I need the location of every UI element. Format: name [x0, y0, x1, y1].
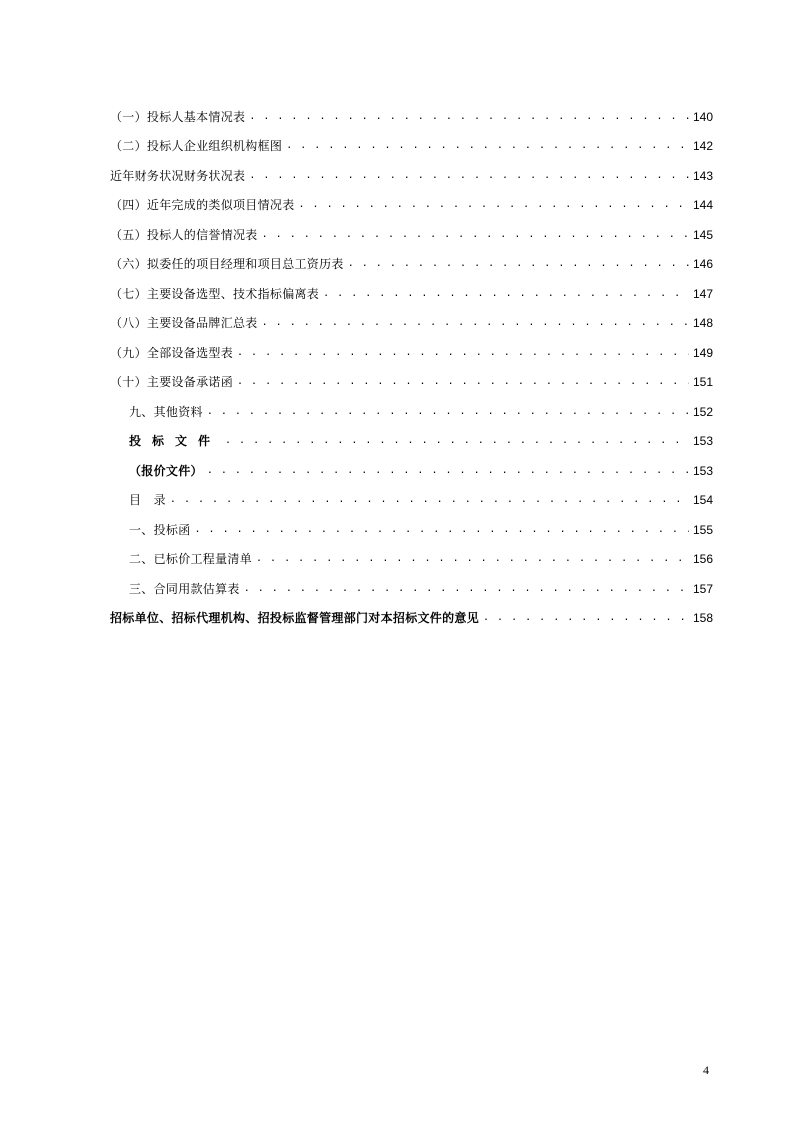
dot-leader — [249, 110, 689, 124]
dot-leader — [262, 228, 689, 242]
toc-entry[interactable] — [110, 105, 713, 125]
dot-leader — [244, 582, 689, 596]
toc-entry[interactable] — [129, 547, 713, 567]
toc-entry-title: （九）全部设备选型表 — [110, 346, 234, 360]
toc-entry-page: 143 — [692, 169, 713, 183]
toc-entry[interactable] — [129, 488, 713, 508]
toc-entry-page: 157 — [692, 582, 713, 596]
toc-entry-page: 140 — [692, 110, 713, 124]
dot-leader — [207, 464, 689, 478]
toc-entry-title: （二）投标人企业组织机构框图 — [110, 139, 283, 153]
toc-entry-title: （四）近年完成的类似项目情况表 — [110, 198, 295, 212]
dot-leader — [286, 139, 689, 153]
dot-leader — [195, 523, 689, 537]
toc-entry-title: 三、合同用款估算表 — [129, 582, 240, 596]
toc-entry[interactable] — [129, 400, 713, 420]
toc-entry-page: 142 — [692, 139, 713, 153]
toc-entry-page: 154 — [692, 493, 713, 507]
toc-entry-page: 152 — [692, 405, 713, 419]
dot-leader — [249, 169, 689, 183]
toc-entry-page: 155 — [692, 523, 713, 537]
toc-entry[interactable] — [129, 429, 713, 449]
toc-entry-title: 一、投标函 — [129, 523, 191, 537]
toc-entry-page: 148 — [692, 316, 713, 330]
toc-entry[interactable] — [110, 311, 713, 331]
dot-leader — [207, 405, 689, 419]
dot-leader — [483, 611, 689, 625]
toc-entry[interactable] — [110, 282, 713, 302]
toc-entry-page: 158 — [692, 611, 713, 625]
toc-entry-title: （十）主要设备承诺函 — [110, 375, 234, 389]
toc-entry-title: （七）主要设备选型、技术指标偏离表 — [110, 287, 320, 301]
toc-entry-title: （一）投标人基本情况表 — [110, 110, 246, 124]
toc-entry-title: 二、已标价工程量清单 — [129, 552, 253, 566]
toc-entry[interactable] — [110, 193, 713, 213]
toc-entry[interactable] — [110, 341, 713, 361]
toc-entry-title: 目 录 — [129, 493, 166, 507]
toc-entry[interactable] — [110, 252, 713, 272]
dot-leader — [170, 493, 689, 507]
dot-leader — [237, 375, 689, 389]
toc-entry[interactable] — [129, 518, 713, 538]
toc-entry[interactable] — [129, 577, 713, 597]
toc-entry-title: 投标文件 — [129, 434, 222, 448]
dot-leader — [225, 434, 689, 448]
toc-entry-page: 153 — [692, 434, 713, 448]
toc-entry-page: 145 — [692, 228, 713, 242]
dot-leader — [262, 316, 689, 330]
toc-entry[interactable] — [110, 164, 713, 184]
toc-entry-page: 151 — [692, 375, 713, 389]
toc-entry-title: （六）拟委任的项目经理和项目总工资历表 — [110, 257, 344, 271]
toc-entry-title: （八）主要设备品牌汇总表 — [110, 316, 258, 330]
toc-entry[interactable] — [129, 459, 713, 479]
page-number: 4 — [703, 1063, 709, 1077]
toc-entry-title: （五）投标人的信誉情况表 — [110, 228, 258, 242]
toc-entry-page: 153 — [692, 464, 713, 478]
toc-entry-page: 156 — [692, 552, 713, 566]
toc-entry-page: 149 — [692, 346, 713, 360]
dot-leader — [237, 346, 689, 360]
toc-entry-title: （报价文件） — [129, 464, 203, 478]
toc-entry-page: 147 — [692, 287, 713, 301]
toc-entry-page: 146 — [692, 257, 713, 271]
toc-entry-title: 招标单位、招标代理机构、招投标监督管理部门对本招标文件的意见 — [110, 611, 480, 625]
toc-entry[interactable] — [110, 606, 713, 626]
dot-leader — [299, 198, 689, 212]
toc-entry-page: 144 — [692, 198, 713, 212]
toc-entry[interactable] — [110, 134, 713, 154]
dot-leader — [256, 552, 689, 566]
toc-entry[interactable] — [110, 370, 713, 390]
dot-leader — [323, 287, 689, 301]
toc-entry[interactable] — [110, 223, 713, 243]
toc-entry-title: 九、其他资料 — [129, 405, 203, 419]
toc-entry-title: 近年财务状况财务状况表 — [110, 169, 246, 183]
dot-leader — [348, 257, 689, 271]
